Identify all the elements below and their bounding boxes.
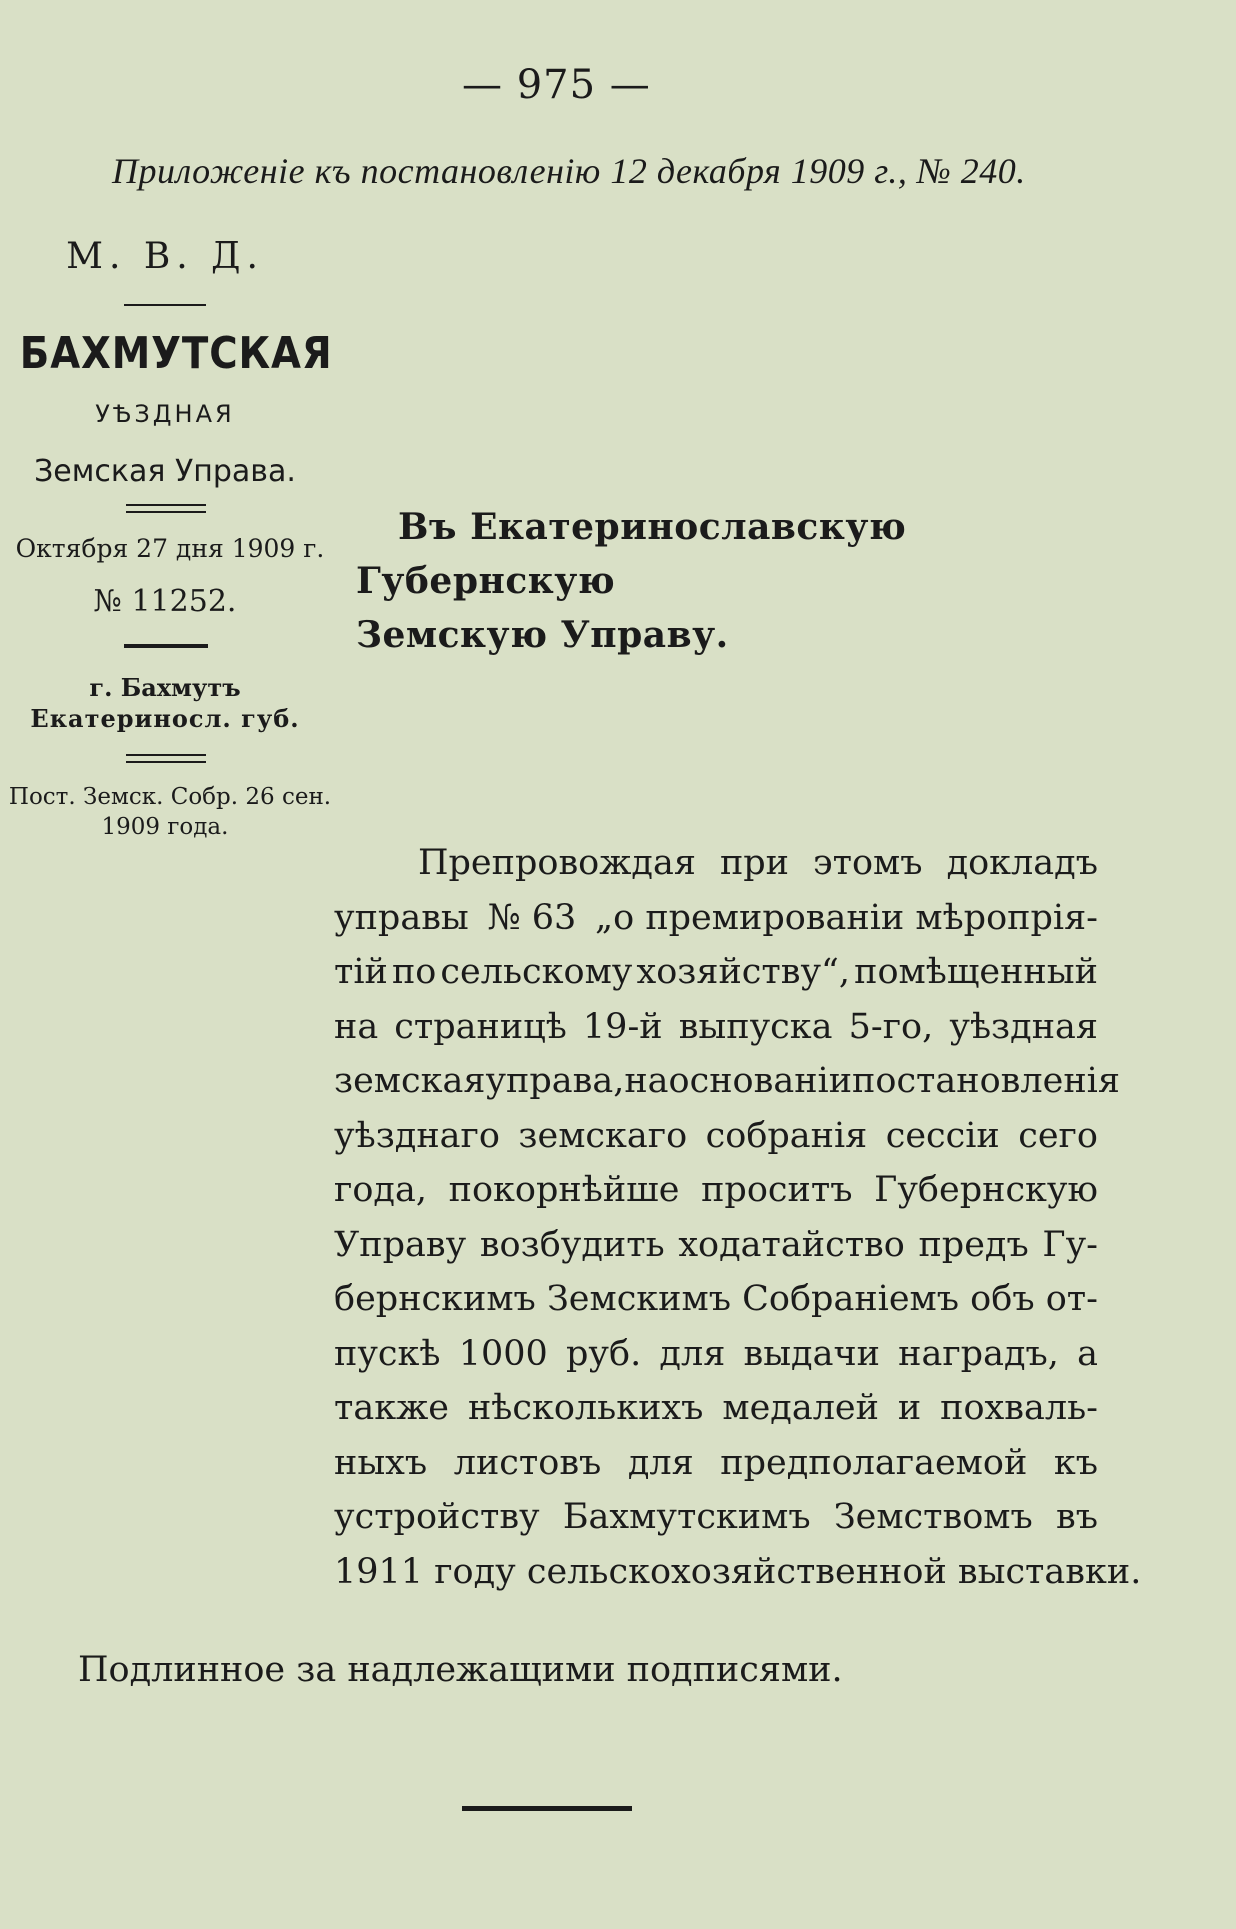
body-word: листовъ	[453, 1442, 602, 1483]
body-word: земская	[334, 1061, 486, 1101]
office-district: УѢЗДНАЯ	[95, 400, 235, 428]
body-line	[334, 891, 1098, 946]
body-word: Земскимъ	[546, 1279, 731, 1319]
office-name: БАХМУТСКАЯ	[19, 328, 333, 379]
body-word: для	[659, 1333, 726, 1374]
body-word: тій	[334, 952, 388, 992]
body-word: покорнѣйше	[448, 1170, 680, 1210]
body-word: Управу	[334, 1224, 467, 1265]
appendix-caption: Приложеніе къ постановленію 12 декабря 1909 г., № 240.	[112, 151, 1026, 191]
body-word: на	[334, 1006, 379, 1047]
body-word: 1911 году сельскохозяйственной выставки.	[334, 1551, 1142, 1592]
body-word: Бахмутскимъ	[562, 1497, 811, 1537]
body-line	[334, 1218, 1098, 1273]
letter-date: Октября 27 дня 1909 г.	[15, 534, 325, 563]
body-word: а	[1077, 1333, 1098, 1374]
body-word: уѣзднаго	[334, 1115, 500, 1156]
closing-rule	[462, 1806, 632, 1811]
letter-number: № 11252.	[93, 584, 237, 619]
body-word: проситъ	[701, 1170, 853, 1210]
body-word: 19-й	[582, 1006, 663, 1047]
letterhead-divider	[126, 761, 206, 763]
addressee-line: Въ Екатеринославскую Губернскую	[356, 506, 907, 602]
body-word: руб.	[566, 1333, 642, 1374]
assembly-reference: Пост. Земск. Собр. 26 сен.	[8, 784, 332, 810]
body-word: объ	[970, 1279, 1035, 1319]
body-word: управы	[334, 897, 469, 938]
body-word: бернскимъ	[334, 1279, 536, 1319]
letterhead-divider	[126, 504, 206, 506]
assembly-reference-year: 1909 года.	[101, 814, 229, 840]
letterhead-divider	[124, 644, 208, 648]
page-number: — 975 —	[462, 62, 651, 108]
body-word: при	[719, 843, 789, 883]
body-word: земскаго	[518, 1115, 688, 1156]
body-word: по	[391, 952, 437, 992]
body-word: „о премированіи мѣропрія-	[595, 897, 1098, 938]
letter-city: г. Бахмутъ	[89, 673, 241, 702]
body-word: на	[624, 1061, 669, 1101]
addressee-line: Земскую Управу.	[356, 614, 729, 656]
body-line	[334, 836, 1098, 891]
body-line	[334, 945, 1098, 1000]
body-word: нѣсколькихъ	[467, 1388, 704, 1428]
body-word: похваль-	[940, 1388, 1098, 1428]
body-word: Земствомъ	[833, 1497, 1033, 1537]
office-board: Земская Управа.	[34, 454, 296, 489]
letterhead-divider	[126, 754, 206, 756]
body-word: сельскому	[440, 952, 633, 992]
body-word: пускѣ	[334, 1333, 441, 1374]
body-word: Гу-	[1042, 1224, 1098, 1265]
body-word: и	[897, 1388, 922, 1428]
body-line	[334, 1163, 1098, 1218]
body-word: предъ	[918, 1224, 1029, 1265]
body-word: предполагаемой	[720, 1442, 1028, 1483]
body-word: сего	[1018, 1115, 1098, 1156]
addressee	[356, 500, 1116, 662]
letter-province: Екатериносл. губ.	[30, 704, 300, 733]
body-word: года,	[334, 1170, 427, 1210]
body-word: хозяйству“,	[636, 952, 851, 992]
body-word: Собраніемъ	[742, 1279, 960, 1319]
body-word: 5-го,	[848, 1006, 934, 1047]
body-word: уѣздная	[949, 1006, 1098, 1047]
body-line	[334, 1381, 1098, 1436]
body-line	[334, 1545, 1142, 1600]
body-line	[334, 1490, 1098, 1545]
body-word: къ	[1053, 1442, 1098, 1483]
body-word: сессіи	[885, 1115, 1000, 1156]
signature-note: Подлинное за надлежащими подписями.	[78, 1650, 843, 1690]
body-line	[334, 1327, 1098, 1382]
body-word: 1000	[458, 1333, 548, 1374]
body-word: Губернскую	[874, 1170, 1098, 1210]
body-word: медалей	[722, 1388, 879, 1428]
body-word: от-	[1045, 1279, 1098, 1319]
body-line	[334, 1109, 1098, 1164]
body-word: постановленія	[852, 1061, 1120, 1101]
body-word: страницѣ	[394, 1006, 567, 1047]
body-word: ходатайство	[678, 1224, 905, 1265]
body-line	[334, 1272, 1098, 1327]
body-word: управа,	[485, 1061, 625, 1101]
body-word: Препровождая	[418, 843, 696, 883]
body-word: ныхъ	[334, 1442, 428, 1483]
body-word: устройству	[334, 1497, 540, 1537]
letter-body	[334, 836, 1142, 1599]
body-line	[334, 1436, 1098, 1491]
body-word: докладъ	[946, 843, 1098, 883]
body-word: въ	[1055, 1497, 1098, 1537]
body-word: собранія	[705, 1115, 868, 1156]
body-word: возбудить	[479, 1224, 665, 1265]
body-line	[334, 1054, 1120, 1109]
body-word: выдачи	[743, 1333, 880, 1374]
ministry-abbreviation: М. В. Д.	[66, 236, 264, 277]
body-word: выпуска	[678, 1006, 833, 1047]
body-word: для	[627, 1442, 694, 1483]
letterhead-divider	[124, 304, 206, 306]
body-word: наградъ,	[898, 1333, 1059, 1374]
body-word: № 63	[487, 897, 577, 938]
body-word: этомъ	[813, 843, 923, 883]
body-word: также	[334, 1388, 450, 1428]
body-line	[334, 1000, 1098, 1055]
letterhead-divider	[126, 511, 206, 513]
body-word: помѣщенный	[854, 952, 1098, 992]
body-word: основаніи	[668, 1061, 853, 1101]
